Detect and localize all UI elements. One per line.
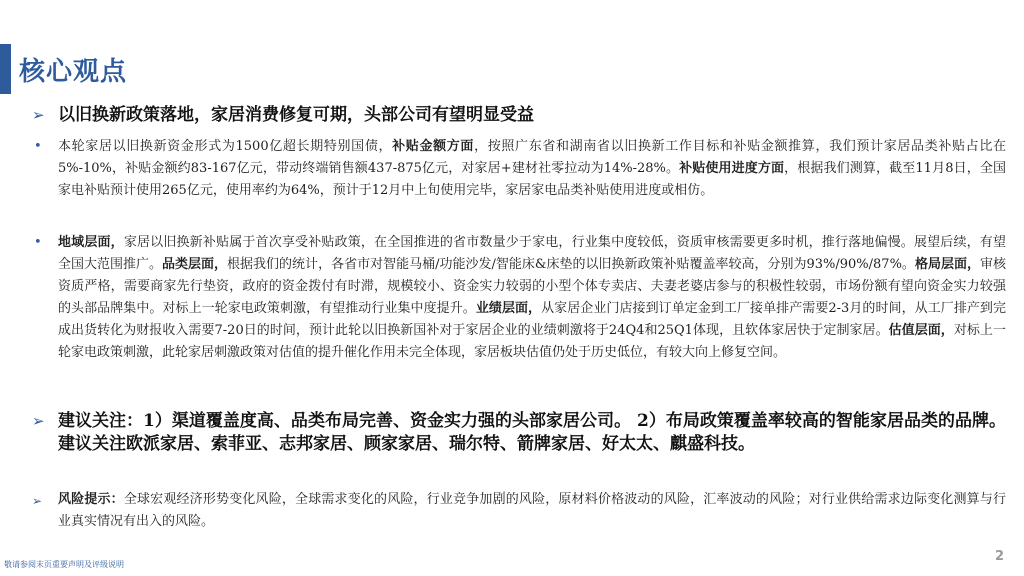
- section-risk: [32, 489, 1006, 533]
- paragraph-subsidy: • 本轮家居以旧换新资金形式为1500亿超长期特别国债，补贴金额方面，按照广东省和湖南省以旧换新工作目标和补贴金额推算，我们预计家居品类补贴占比在5%-10%，补贴金额约83-167亿元，带动终端销售额437-875亿元，对家居+建材社零拉动为14%-28%。补贴使用进度方面，根据我们测算，截至11月8日，全国家电补贴预计使用265亿元，使用率约为64%，预计于12月中上旬使用完毕，家居家电品类补贴使用进度或相仿。: [32, 136, 1006, 202]
- footer-disclaimer: 敬请参阅末页重要声明及评级说明: [4, 560, 124, 569]
- page-title: 核心观点: [19, 56, 128, 87]
- risk-text: 全球宏观经济形势变化风险，全球需求变化的风险，行业竞争加剧的风险，原材料价格波动的风险，汇率波动的风险；对行业供给需求边际变化测算与行业真实情况有出入的风险。: [58, 492, 1006, 529]
- title-block: [0, 44, 127, 94]
- page-number: 2: [994, 549, 1004, 564]
- arrow-bullet-icon: ➢: [32, 494, 43, 508]
- recommend-text: 建议关注：1）渠道覆盖度高、品类布局完善、资金实力强的头部家居公司。 2）布局政策覆盖率较高的智能家居品类的品牌。建议关注欧派家居、索菲亚、志邦家居、顾家家居、瑞尔特、箭牌家居、好太太、麒盛科技。: [58, 411, 1006, 454]
- risk-label: 风险提示：: [58, 492, 124, 507]
- section-policy: [32, 104, 1006, 126]
- section-recommend: [32, 410, 1006, 456]
- title-accent-bar: [0, 44, 11, 94]
- bullet-dot-icon: •: [34, 235, 42, 250]
- paragraph-analysis: • 地域层面，家居以旧换新补贴属于首次享受补贴政策，在全国推进的省市数量少于家电，行业集中度较低，资质审核需要更多时机，推行落地偏慢。展望后续，有望全国大范围推广。品类层面，根据我们的统计，各省市对智能马桶/功能沙发/智能床&床垫的以旧换新政策补贴覆盖率较高，分别为93%/90%/87%。格局层面，审核资质严格，需要商家先行垫资，政府的资金拨付有时滞，规模较小、资金实力较弱的小型个体专卖店、夫妻老婆店参与的积极性较弱，市场份额有望向资金实力较强的头部品牌集中。对标上一轮家电政策刺激，有望推动行业集中度提升。业绩层面，从家居企业门店接到订单定金到工厂接单排产需要2-3月的时间，从工厂排产到完成出货转化为财报收入需要7-20日的时间，预计此轮以旧换新国补对于家居企业的业绩刺激将于24Q4和25Q1体现，且软体家居快于定制家居。估值层面，对标上一轮家电政策刺激，此轮家居刺激政策对估值的提升催化作用未完全体现，家居板块估值仍处于历史低位，有较大向上修复空间。: [32, 232, 1006, 364]
- bullet-dot-icon: •: [34, 139, 42, 154]
- section-heading: 以旧换新政策落地，家居消费修复可期，头部公司有望明显受益: [58, 105, 534, 125]
- arrow-bullet-icon: ➢: [32, 412, 45, 430]
- arrow-bullet-icon: ➢: [32, 106, 45, 124]
